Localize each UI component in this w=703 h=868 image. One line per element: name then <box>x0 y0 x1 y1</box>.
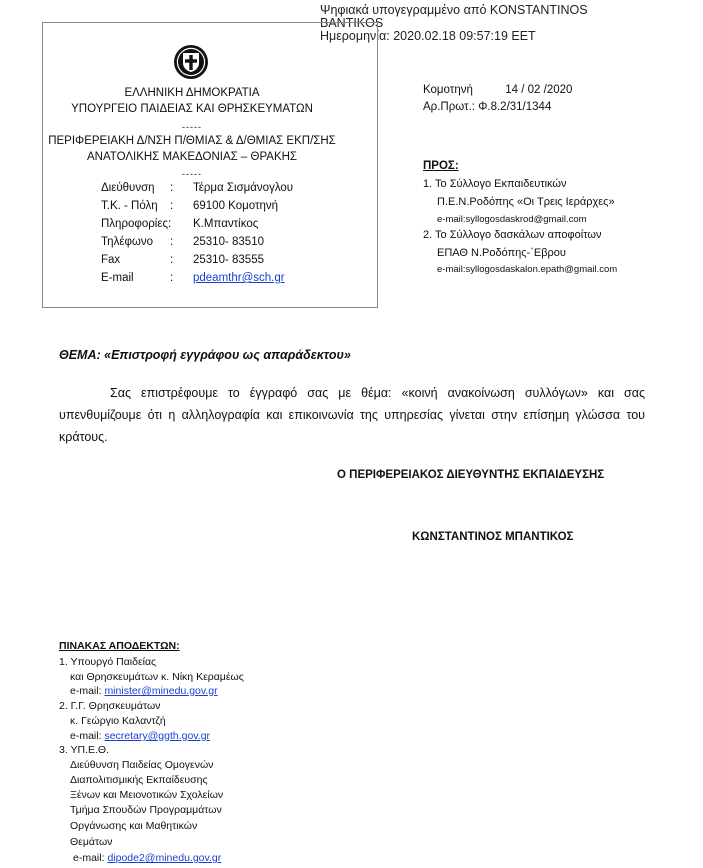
reference-place-date <box>423 84 572 96</box>
contact-colon: : <box>170 200 174 212</box>
ministry-heading: ΥΠΟΥΡΓΕΙΟ ΠΑΙΔΕΙΑΣ ΚΑΙ ΘΡΗΣΚΕΥΜΑΤΩΝ <box>71 103 313 115</box>
protocol-number: Φ.8.2/31/1344 <box>478 101 552 113</box>
protocol-label: Αρ.Πρωτ.: <box>423 101 476 113</box>
directorate-line-2: ΑΝΑΤΟΛΙΚΗΣ ΜΑΚΕΔΟΝΙΑΣ – ΘΡΑΚΗΣ <box>86 151 298 163</box>
distribution-item-3-line-2: Διεύθυνση Παιδείας Ομογενών <box>70 759 214 771</box>
recipient-1-email: e-mail:syllogosdaskrod@gmail.com <box>437 214 587 225</box>
email-label: e-mail: <box>70 730 105 742</box>
recipient-2-email: e-mail:syllogosdaskalon.epath@gmail.com <box>437 264 618 275</box>
email-link[interactable]: pdeamthr@sch.gr <box>193 272 285 284</box>
reference-date: 14 / 02 /2020 <box>505 84 573 96</box>
distribution-heading: ΠΙΝΑΚΑΣ ΑΠΟΔΕΚΤΩΝ: <box>59 640 180 652</box>
distribution-item-3-line-6: Οργάνωσης και Μαθητικών <box>70 820 198 832</box>
distribution-item-1-email <box>70 685 218 697</box>
divider: ----- <box>182 122 202 132</box>
contact-label: Διεύθυνση <box>101 182 155 194</box>
distribution-item-2-email <box>70 730 210 742</box>
contact-label: Πληροφορίες: <box>101 218 172 230</box>
signature-line-1: Ψηφιακά υπογεγραμμένο από KONSTANTINOS <box>320 3 588 17</box>
distribution-item-3-email <box>73 852 221 864</box>
contact-colon: : <box>170 182 174 194</box>
signature-line-2: BANTIKOS <box>320 16 384 30</box>
distribution-item-3: 3. ΥΠ.Ε.Θ. <box>59 744 109 756</box>
reference-place: Κομοτηνή <box>423 84 473 96</box>
distribution-item-3-line-7: Θεμάτων <box>70 836 113 848</box>
contact-colon: : <box>170 236 174 248</box>
contact-colon: : <box>170 272 174 284</box>
subject-line: ΘΕΜΑ: «Επιστροφή εγγράφου ως απαράδεκτου» <box>59 348 351 362</box>
signature-line-3: Ημερομηνία: 2020.02.18 09:57:19 EET <box>320 29 536 43</box>
contact-label: Fax <box>101 254 121 266</box>
distribution-item-3-line-5: Τμήμα Σπουδών Προγραμμάτων <box>70 804 222 816</box>
email-link[interactable]: dipode2@minedu.gov.gr <box>107 852 222 864</box>
contact-value: 25310- 83555 <box>193 254 264 266</box>
contact-label: Τ.Κ. - Πόλη <box>101 200 158 212</box>
email-link[interactable]: minister@minedu.gov.gr <box>104 685 218 697</box>
distribution-item-1-line-2: και Θρησκευμάτων κ. Νίκη Κεραμέως <box>70 671 244 683</box>
distribution-item-3-line-3: Διαπολιτισμικής Εκπαίδευσης <box>70 774 208 786</box>
contact-value: 69100 Κομοτηνή <box>193 200 279 212</box>
contact-colon: : <box>170 254 174 266</box>
distribution-item-3-line-4: Ξένων και Μειονοτικών Σχολείων <box>70 789 224 801</box>
contact-value: Κ.Μπαντίκος <box>193 218 259 230</box>
email-label: e-mail: <box>73 852 108 864</box>
contact-value: 25310- 83510 <box>193 236 264 248</box>
signatory-name: ΚΩΝΣΤΑΝΤΙΝΟΣ ΜΠΑΝΤΙΚΟΣ <box>412 531 574 543</box>
directorate-line-1: ΠΕΡΙΦΕΡΕΙΑΚΗ Δ/ΝΣΗ Π/ΘΜΙΑΣ & Δ/ΘΜΙΑΣ ΕΚΠ/ΣΗΣ <box>48 135 336 147</box>
recipient-1-line-1: 1. Το Σύλλογο Εκπαιδευτικών <box>423 178 567 190</box>
signatory-title: Ο ΠΕΡΙΦΕΡΕΙΑΚΟΣ ΔΙΕΥΘΥΝΤΗΣ ΕΚΠΑΙΔΕΥΣΗΣ <box>337 469 605 481</box>
reference-protocol <box>423 101 551 113</box>
greek-coat-of-arms-icon <box>173 44 209 80</box>
letter-body <box>59 382 645 448</box>
recipient-1-line-2: Π.Ε.Ν.Ροδόπης «Οι Τρεις Ιεράρχες» <box>437 196 615 208</box>
email-link[interactable]: secretary@ggth.gov.gr <box>104 730 211 742</box>
email-label: e-mail: <box>70 685 105 697</box>
body-paragraph: Σας επιστρέφουμε το έγγραφό σας με θέμα: «κοινή ανακοίνωση συλλόγων» και σας υπενθυμίζουμε ότι η αλληλογραφία και επικοινωνία της υπηρεσίας γίνεται στην επίσημη γλώσσα του κράτους. <box>59 386 645 444</box>
distribution-item-2-line-2: κ. Γεώργιο Καλαντζή <box>70 715 166 727</box>
distribution-item-2: 2. Γ.Γ. Θρησκευμάτων <box>59 700 161 712</box>
recipients-heading: ΠΡΟΣ: <box>423 160 459 172</box>
recipient-2-line-2: ΕΠΑΘ Ν.Ροδόπης-΄Εβρου <box>437 247 566 259</box>
contact-label: Τηλέφωνο <box>101 236 154 248</box>
contact-label: E-mail <box>101 272 134 284</box>
recipient-2-line-1: 2. Το Σύλλογο δασκάλων αποφοίτων <box>423 229 602 241</box>
contact-value: Τέρμα Σισμάνογλου <box>193 182 294 194</box>
republic-heading: ΕΛΛΗΝΙΚΗ ΔΗΜΟΚΡΑΤΙΑ <box>124 87 260 99</box>
divider: ----- <box>182 169 202 179</box>
distribution-item-1: 1. Υπουργό Παιδείας <box>59 656 157 668</box>
